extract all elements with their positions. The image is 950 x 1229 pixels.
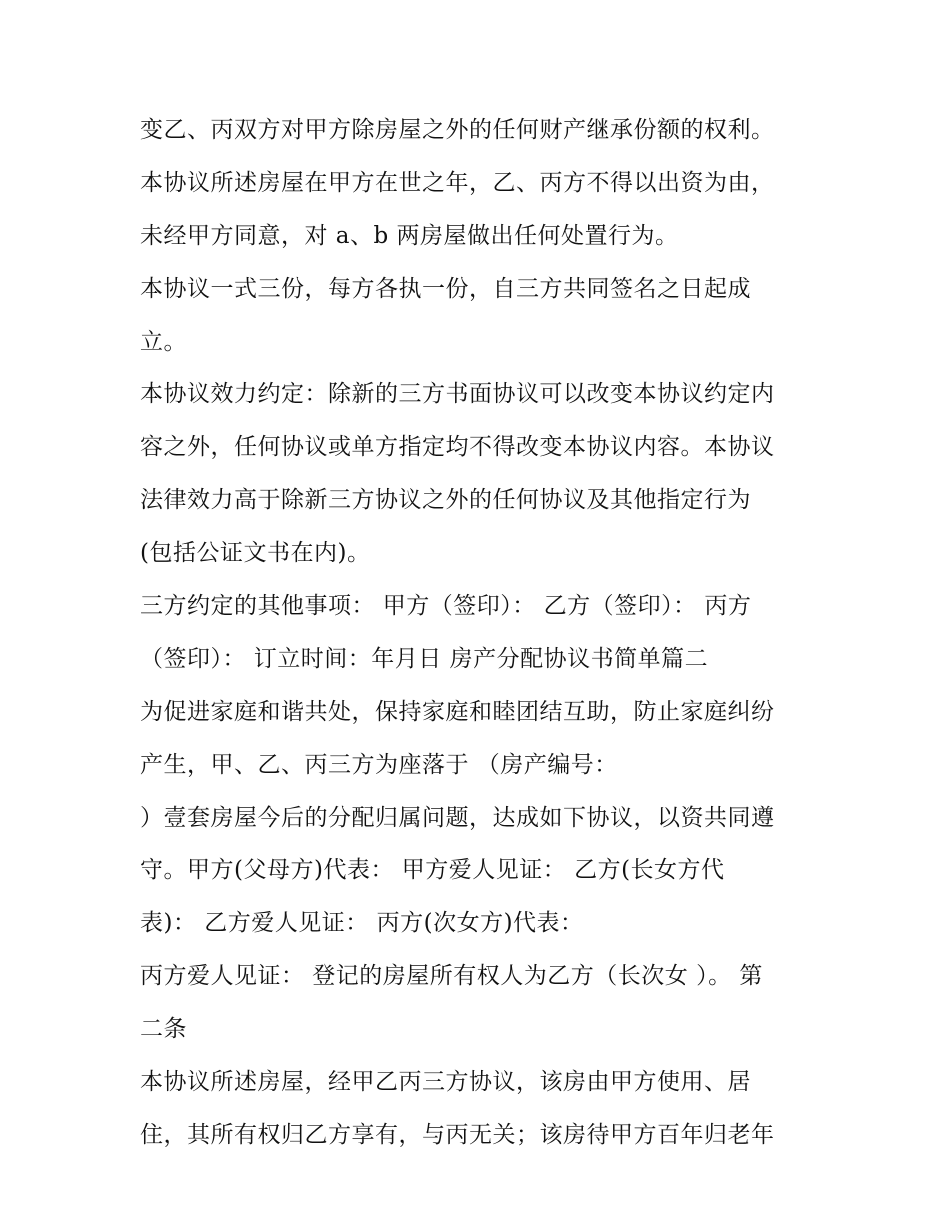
text-line: 为促进家庭和谐共处，保持家庭和睦团结互助，防止家庭纠纷 xyxy=(140,698,775,725)
document-body xyxy=(140,108,820,1166)
text-line: ）壹套房屋今后的分配归属问题，达成如下协议，以资共同遵 xyxy=(140,804,775,831)
text-line: 守。甲方(父母方)代表： 甲方爱人见证： 乙方(长女方代 xyxy=(140,857,725,884)
text-line: 丙方爱人见证： 登记的房屋所有权人为乙方（长次女 ）。 第 xyxy=(140,963,763,990)
text-line: 未经甲方同意，对 a、b 两房屋做出任何处置行为。 xyxy=(140,222,679,249)
text-line: (包括公证文书在内)。 xyxy=(140,540,371,567)
text-line: 法律效力高于除新三方协议之外的任何协议及其他指定行为 xyxy=(140,487,751,514)
text-line: 住，其所有权归乙方享有，与丙无关；该房待甲方百年归老年 xyxy=(140,1121,775,1148)
text-line: 三方约定的其他事项： 甲方（签印）： 乙方（签印）： 丙方 xyxy=(140,593,752,620)
text-line: 变乙、丙双方对甲方除房屋之外的任何财产继承份额的权利。 xyxy=(140,117,775,143)
text-line: 表)： 乙方爱人见证： 丙方(次女方)代表： xyxy=(140,910,584,937)
text-line: 容之外，任何协议或单方指定均不得改变本协议内容。本协议 xyxy=(140,434,775,461)
text-line: 本协议效力约定：除新的三方书面协议可以改变本协议约定内 xyxy=(140,381,775,408)
text-line: 本协议所述房屋在甲方在世之年，乙、丙方不得以出资为由， xyxy=(140,169,775,196)
text-line: 本协议所述房屋，经甲乙丙三方协议，该房由甲方使用、居 xyxy=(140,1069,751,1096)
text-line: 产生，甲、乙、丙三方为座落于 （房产编号： xyxy=(140,751,618,778)
text-line: （签印）： 订立时间：年月日 房产分配协议书简单篇二 xyxy=(140,645,709,672)
text-line: 本协议一式三份，每方各执一份，自三方共同签名之日起成 xyxy=(140,275,751,302)
text-line: 立。 xyxy=(140,328,187,355)
text-line: 二条 xyxy=(140,1016,187,1043)
